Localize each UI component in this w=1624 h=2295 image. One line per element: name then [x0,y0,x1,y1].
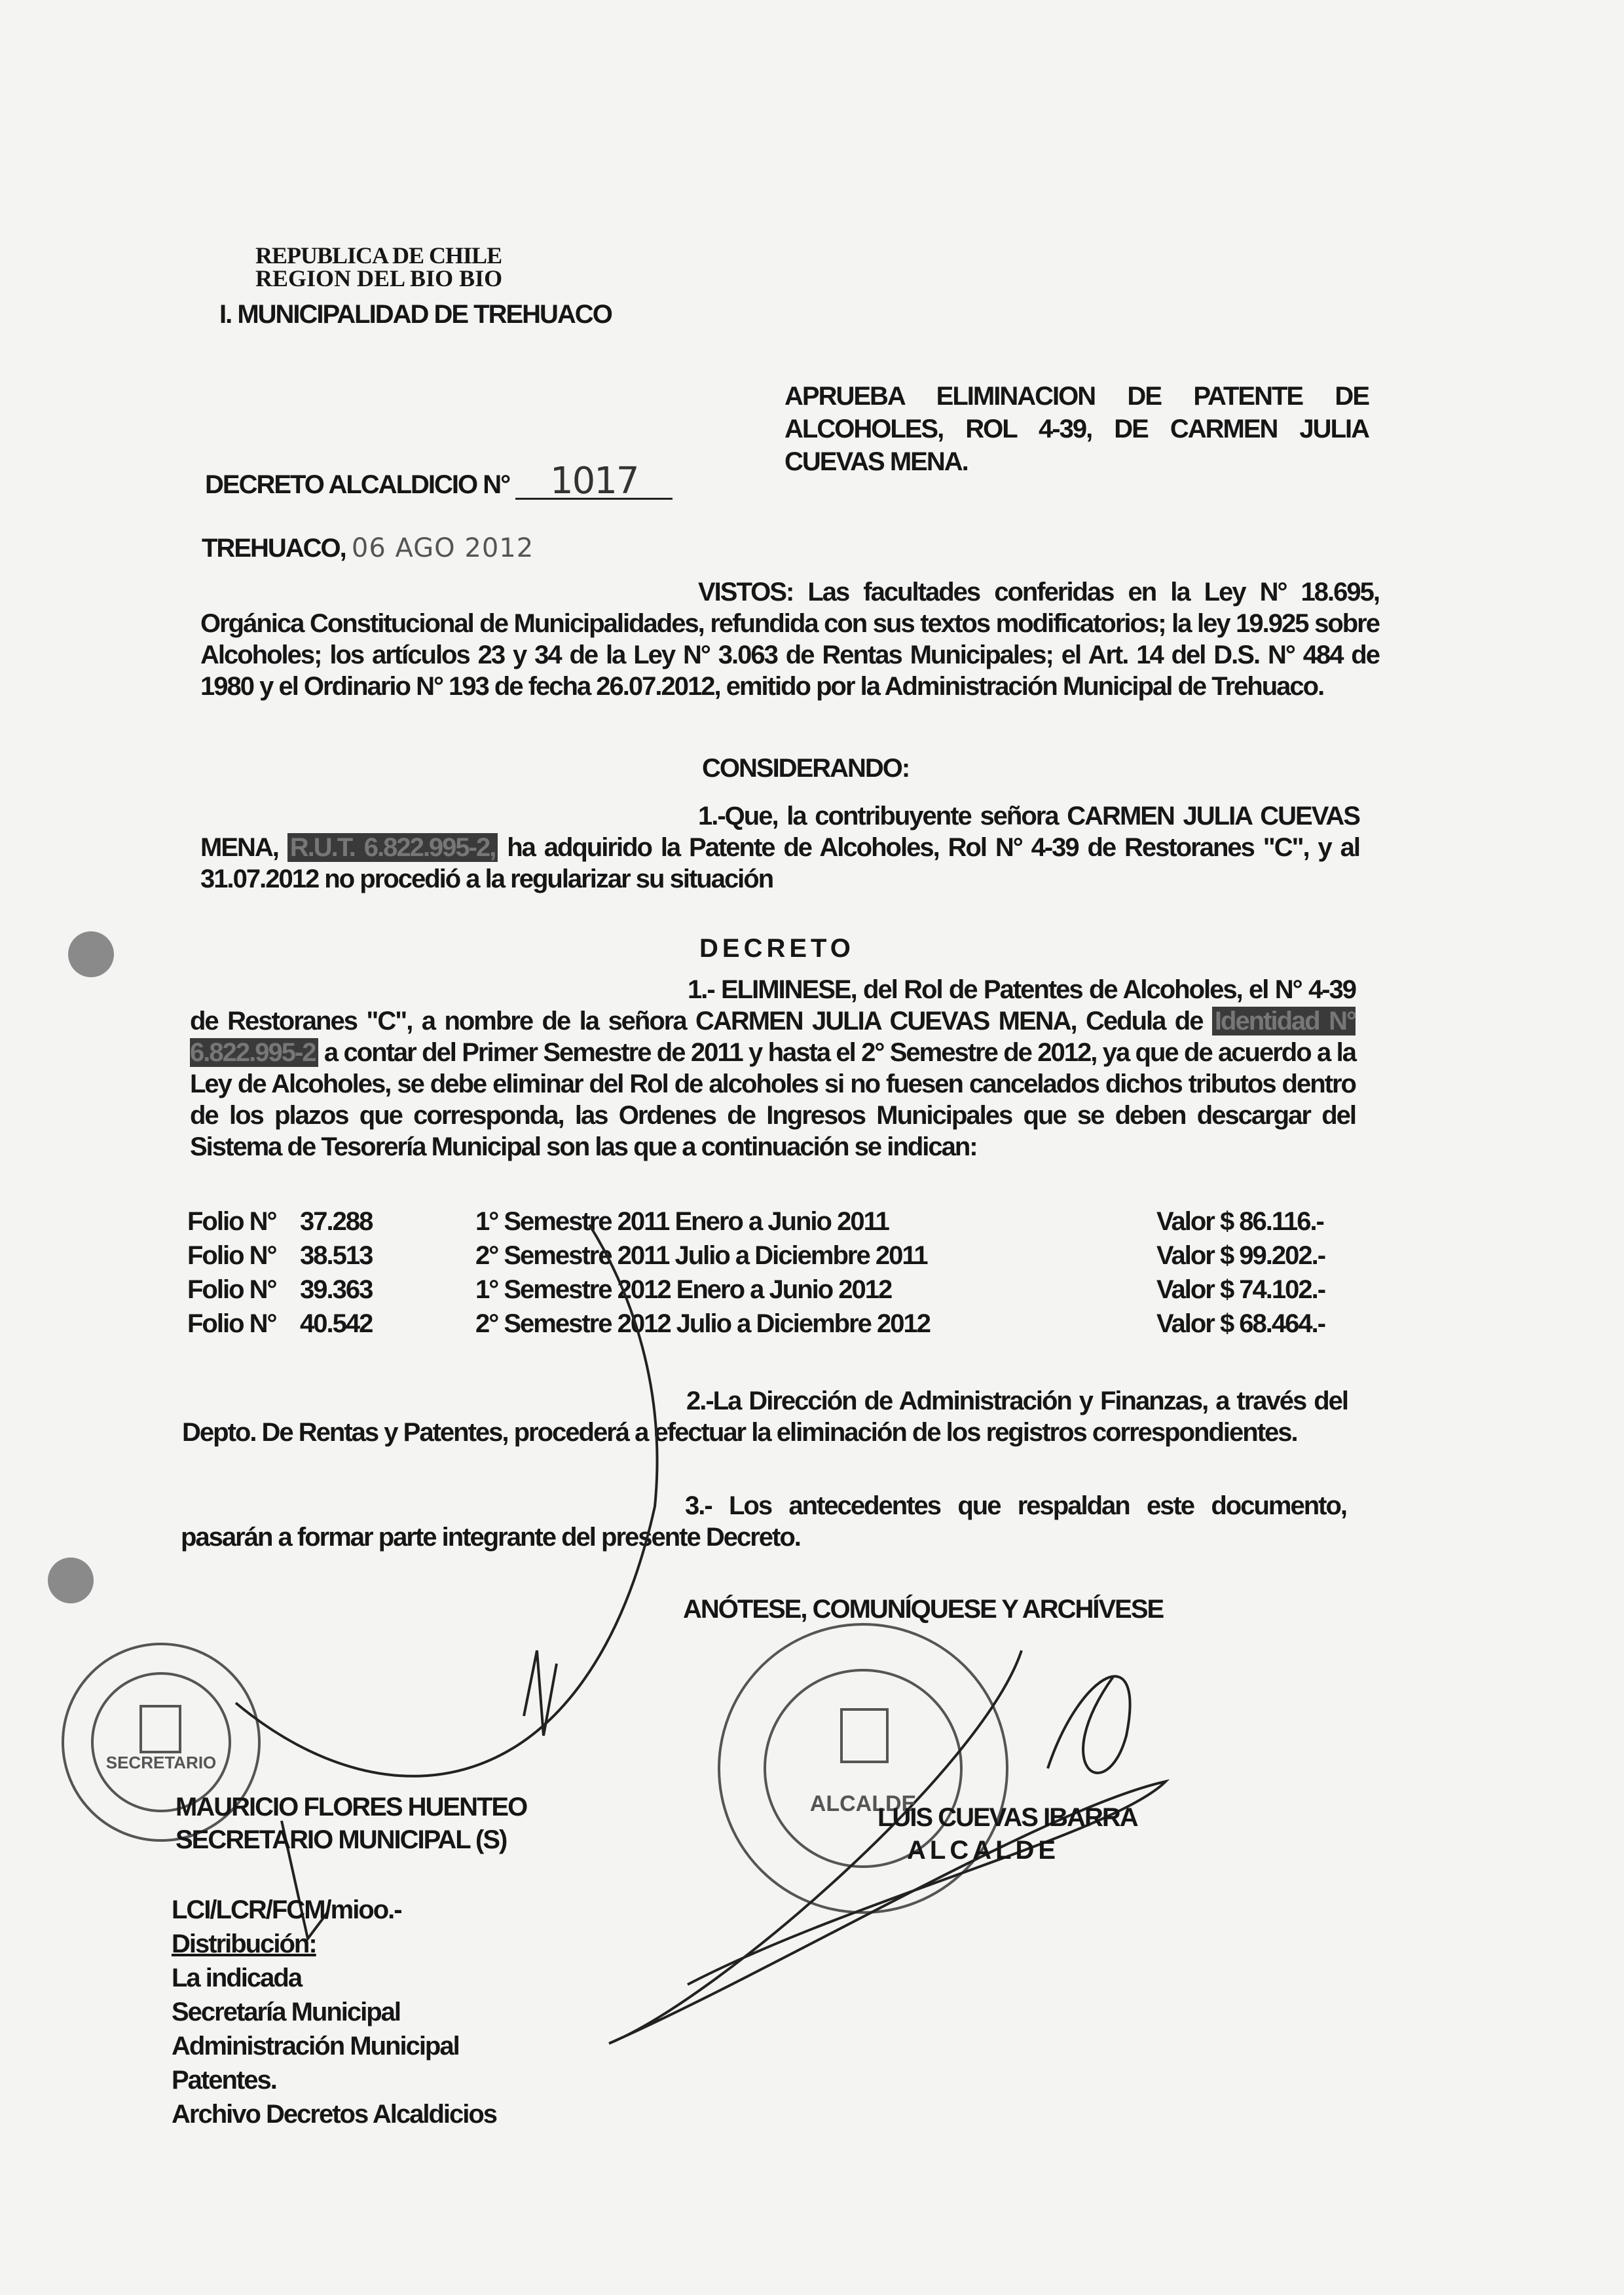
distribution-item: Archivo Decretos Alcaldicios [172,2100,497,2129]
considerando-text: 1.-Que, la contribuyente señora CARMEN JULIA CUEVAS MENA, [200,802,1359,862]
folio-label: Folio N° [187,1241,276,1270]
decreto-paragraph-3: 3.- Los antecedentes que respaldan este documento, pasarán a formar parte integrante del presente Decreto. [181,1491,1346,1552]
folio-label: Folio N° [187,1309,276,1338]
folio-period: 2° Semestre 2012 Julio a Diciembre 2012 [475,1309,931,1338]
considerando-text-2: ha adquirido la Patente de Alcoholes, Rol N° 4-39 de Restoranes "C", y al 31.07.2012 no procedió a la regularizar su situación [200,833,1359,893]
folio-period: 1° Semestre 2012 Enero a Junio 2012 [475,1275,892,1304]
decreto-text-2: a contar del Primer Semestre de 2011 y hasta el 2° Semestre de 2012, ya que de acuerdo a la Ley de Alcoholes, se debe eliminar del Rol de alcoholes si no fuesen cancelados dichos tributos dentro de los plazos que corresponda, las Ordenes de Ingresos Municipales que se deben descargar del Sistema de Tesorería Municipal son las que a continuación se indican: [190,1038,1356,1161]
folio-label: Folio N° [187,1207,276,1236]
decree-number: 1017 [515,465,673,500]
redacted-rut: R.U.T. 6.822.995-2, [287,833,498,862]
distribution-item: Secretaría Municipal [172,1998,401,2026]
distribution-item: Administración Municipal [172,2032,459,2061]
folio-value: Valor $ 86.116.- [1156,1207,1323,1236]
distribution-label: Distribución: [172,1930,316,1958]
folio-value: Valor $ 68.464.- [1156,1309,1325,1338]
distribution-item: Patentes. [172,2066,276,2095]
vistos-paragraph: VISTOS: Las facultades conferidas en la Ley N° 18.695, Orgánica Constitucional de Municipalidades, refundida con sus textos modificatorios; la ley 19.925 sobre Alcoholes; los artículos 23 y 34 de la Ley N° 3.063 de Rentas Municipales; el Art. 14 del D.S. N° 484 de 1980 y el Ordinario N° 193 de fecha 26.07.2012, emitido por la Administración Municipal de Trehuaco. [200,578,1379,701]
folio-value: Valor $ 74.102.- [1156,1275,1325,1304]
considerando-heading: CONSIDERANDO: [702,754,910,783]
place: TREHUACO, [202,534,346,563]
folio-label: Folio N° [187,1275,276,1304]
folio-period: 2° Semestre 2011 Julio a Diciembre 2011 [475,1241,927,1270]
folio-number: 37.288 [300,1207,373,1236]
mayor-block [877,1801,1137,1867]
secretary-block [175,1791,526,1856]
folio-value: Valor $ 99.202.- [1156,1241,1325,1270]
secretary-name: MAURICIO FLORES HUENTEO [175,1793,527,1821]
closing-formula: ANÓTESE, COMUNÍQUESE Y ARCHÍVESE [683,1595,1164,1624]
folio-number: 40.542 [300,1309,373,1338]
right-stamp-text: ALCALDE [809,1791,917,1816]
left-stamp-text: SECRETARIO [105,1753,217,1772]
folio-period: 1° Semestre 2011 Enero a Junio 2011 [475,1207,889,1236]
header-municipality: I. MUNICIPALIDAD DE TREHUACO [219,300,612,329]
mayor-title: ALCALDE [907,1836,1060,1865]
decree-label: DECRETO ALCALDICIO N° [205,470,510,499]
redacted-id: Identidad N° 6.822.995-2 [190,1007,1356,1067]
header-republic: REPUBLICA DE CHILE [255,242,502,269]
folio-number: 38.513 [300,1241,373,1270]
decreto-paragraph-2: 2.-La Dirección de Administración y Finanzas, a través del Depto. De Rentas y Patentes, procederá a efectuar la eliminación de los registros correspondientes. [182,1387,1348,1447]
date-stamp: 06 AGO 2012 [351,533,534,563]
decreto-heading: DECRETO [699,934,855,963]
distribution-item: La indicada [172,1964,302,1992]
footer [172,1893,496,2131]
header-region: REGION DEL BIO BIO [255,265,503,291]
folio-number: 39.363 [300,1275,373,1304]
secretary-title: SECRETARIO MUNICIPAL (S) [175,1825,507,1854]
initials: LCI/LCR/FCM/mioo.- [172,1895,401,1924]
mayor-name: LUIS CUEVAS IBARRA [877,1803,1137,1832]
decree-subject: APRUEBA ELIMINACION DE PATENTE DE ALCOHOLES, ROL 4-39, DE CARMEN JULIA CUEVAS MENA. [784,382,1369,476]
mayor-stamp [719,1624,1007,1912]
decreto-text: 1.- ELIMINESE, del Rol de Patentes de Alcoholes, el N° 4-39 de Restoranes "C", a nombre de la señora CARMEN JULIA CUEVAS MENA, Cedula de [190,975,1356,1036]
